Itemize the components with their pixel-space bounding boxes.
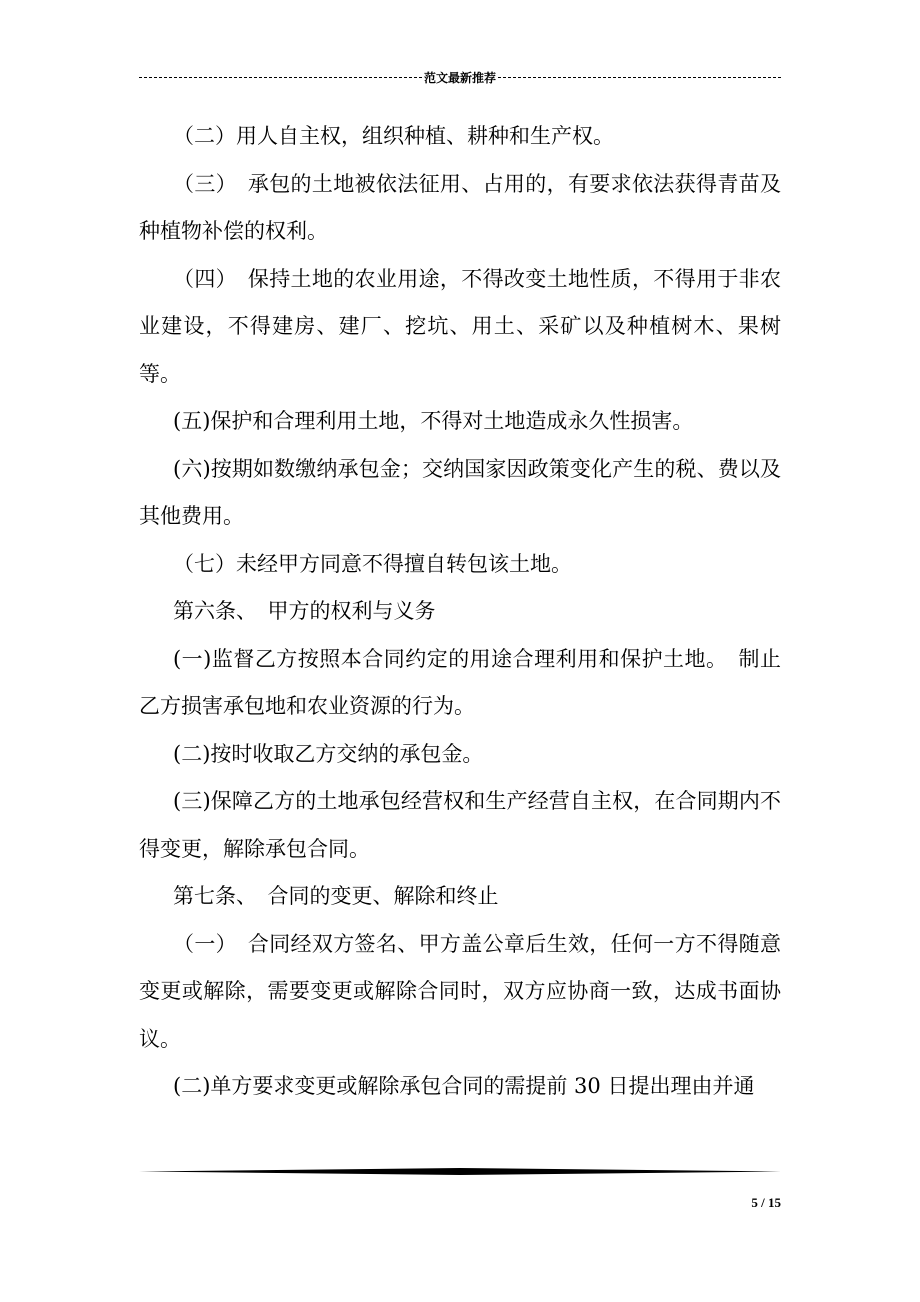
paragraph: (五)保护和合理利用土地，不得对土地造成永久性损害。 <box>173 409 694 433</box>
paragraph: (六)按期如数缴纳承包金；交纳国家因政策变化产生的税、费以及其他费用。 <box>139 456 781 528</box>
paragraph: （四） 保持土地的农业用途，不得改变土地性质，不得用于非农业建设，不得建房、建厂、挖坑、用土、采矿以及种植树木、果树等。 <box>139 266 781 386</box>
paragraph: （一） 合同经双方签名、甲方盖公章后生效，任何一方不得随意变更或解除，需要变更或解除合同时，双方应协商一致，达成书面协议。 <box>139 931 781 1051</box>
paragraph: （二）用人自主权，组织种植、耕种和生产权。 <box>173 124 614 148</box>
footer-divider <box>139 1168 781 1175</box>
header-dash-left <box>139 77 422 78</box>
paragraph: (二)单方要求变更或解除承包合同的需提前 30 日提出理由并通 <box>173 1074 755 1098</box>
section-heading: 第六条、 甲方的权利与义务 <box>173 599 436 623</box>
page-number: 5 / 15 <box>751 1195 781 1210</box>
paragraph: (三)保障乙方的土地承包经营权和生产经营自主权，在合同期内不得变更，解除承包合同。 <box>139 789 781 861</box>
header-dash-right <box>498 77 781 78</box>
document-body <box>139 113 781 1111</box>
paragraph: (二)按时收取乙方交纳的承包金。 <box>173 741 484 766</box>
paragraph: （七）未经甲方同意不得擅自转包该土地。 <box>173 551 572 576</box>
paragraph: (一)监督乙方按照本合同约定的用途合理利用和保护土地。 制止乙方损害承包地和农业资源的行为。 <box>139 646 781 718</box>
header-title: 范文最新推荐 <box>424 70 497 85</box>
paragraph: （三） 承包的土地被依法征用、占用的，有要求依法获得青苗及种植物补偿的权利。 <box>139 171 781 243</box>
section-heading: 第七条、 合同的变更、解除和终止 <box>173 884 499 908</box>
page-header <box>139 66 781 88</box>
